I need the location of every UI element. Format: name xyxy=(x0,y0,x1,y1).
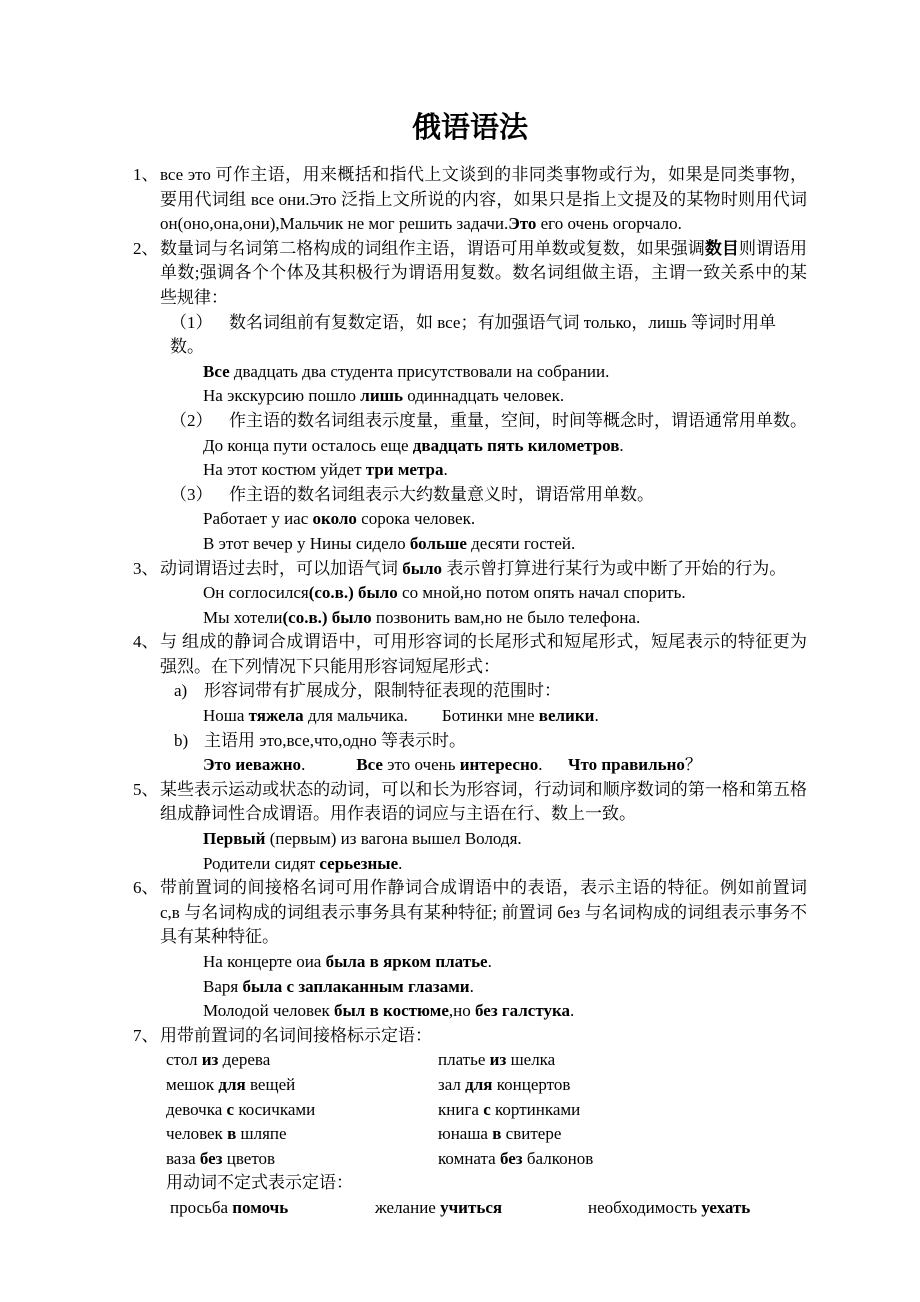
text-run: 形容词带有扩展成分，限制特征表现的范围时： xyxy=(204,681,561,701)
sub-item xyxy=(133,483,807,508)
sub-item xyxy=(133,679,807,704)
list-item-1 xyxy=(133,163,812,237)
example-sentence xyxy=(133,704,807,729)
text-run: шляпе xyxy=(236,1124,287,1144)
text-run: девочка xyxy=(166,1099,227,1119)
bold-text-run: без галстука xyxy=(475,1001,571,1021)
list-item-4 xyxy=(133,630,807,679)
page-title: 俄语语法 xyxy=(411,112,528,144)
text-run: 主语用 это,все,что,одно 等表示时。 xyxy=(204,730,466,750)
item-number: 7、 xyxy=(133,1025,159,1045)
column-cell xyxy=(438,1122,561,1147)
text-run: сорока человек. xyxy=(356,509,476,529)
text-run: мешок xyxy=(166,1074,219,1094)
text-run: . xyxy=(487,952,492,971)
item-number: 5、 xyxy=(133,779,159,799)
sub-text xyxy=(229,485,654,504)
item-text xyxy=(160,878,811,946)
text-run: цветов xyxy=(222,1148,276,1168)
two-column-row xyxy=(133,1122,807,1147)
text-run: желание xyxy=(375,1197,441,1217)
list-item-3 xyxy=(133,557,807,582)
text-run: . xyxy=(301,755,357,775)
bold-text-run: была в ярком платье xyxy=(325,952,488,971)
bold-text-run: был в костюме xyxy=(334,1001,449,1021)
sub-item xyxy=(133,409,807,434)
sub-marker: a) xyxy=(174,681,188,701)
bold-text-run: из xyxy=(489,1050,507,1070)
sub-item xyxy=(133,729,807,754)
bold-text-run: для xyxy=(218,1074,246,1094)
text-run: ,но xyxy=(448,1001,475,1021)
text-run: концертов xyxy=(492,1074,571,1094)
text-run: Молодой человек xyxy=(203,1001,335,1021)
text-run: юнаша xyxy=(438,1124,493,1144)
item-number: 1、 xyxy=(133,165,159,184)
column-cell xyxy=(438,1098,580,1123)
example-sentence xyxy=(133,384,807,409)
text-run: косичками xyxy=(234,1099,316,1119)
text-run: платье xyxy=(438,1050,490,1070)
bold-text-run: велики xyxy=(538,706,595,726)
text-run: это очень xyxy=(382,755,460,775)
item-text xyxy=(160,239,807,307)
sub-text xyxy=(229,411,807,430)
bold-text-run: учиться xyxy=(440,1197,503,1217)
text-run: . xyxy=(469,976,474,996)
text-run: вещей xyxy=(245,1074,296,1094)
two-column-row xyxy=(133,1147,807,1172)
item-text xyxy=(160,165,811,233)
text-run: 用带前置词的名词间接格标示定语： xyxy=(160,1025,432,1045)
text-run: 某些表示运动或状态的动词，可以和长为形容词，行动词和顺序数词的第一格和第五格组成静词性合成谓语。用作表语的词应与主语在行、数上一致。 xyxy=(160,779,807,824)
sub-marker: （2） xyxy=(170,410,213,430)
text-run: . xyxy=(570,1001,575,1021)
column-cell xyxy=(166,1098,438,1123)
text-run: 用动词不定式表示定语： xyxy=(166,1173,353,1193)
note-line xyxy=(133,1171,807,1196)
list-item-2 xyxy=(133,237,807,311)
two-column-row xyxy=(133,1048,807,1073)
bold-text-run: без xyxy=(499,1148,523,1168)
text-run: двадцать два студента присутствовали на собрании. xyxy=(229,361,610,381)
text-run: До конца пути осталось еще xyxy=(203,435,413,455)
example-sentence xyxy=(133,434,807,459)
example-sentence xyxy=(133,507,807,532)
list-item-5 xyxy=(133,778,807,827)
example-sentence xyxy=(133,581,807,606)
text-run: Ноша xyxy=(203,706,249,726)
bold-text-run: три метра xyxy=(365,460,444,480)
item-text xyxy=(160,632,807,676)
text-run: шелка xyxy=(506,1050,556,1070)
example-sentence xyxy=(133,753,807,778)
bold-text-run: для xyxy=(465,1074,493,1094)
text-run: одиннадцать человек. xyxy=(402,386,565,406)
bold-text-run: без xyxy=(199,1148,223,1168)
document-body xyxy=(133,110,812,1221)
sub-marker: b) xyxy=(174,730,189,750)
text-run: ？ xyxy=(684,755,702,775)
bold-text-run: двадцать пять километров xyxy=(412,435,620,455)
text-run: Мы хотели xyxy=(203,607,283,627)
bold-text-run: Это иеважно xyxy=(203,755,302,775)
bold-text-run: лишь xyxy=(360,386,403,406)
bold-text-run: с xyxy=(226,1099,235,1119)
text-run: книга xyxy=(438,1099,484,1119)
text-run: зал xyxy=(438,1074,466,1094)
column-cell xyxy=(166,1073,438,1098)
text-run: . xyxy=(538,755,569,775)
text-run: кортинками xyxy=(490,1099,581,1119)
bold-text-run: (со.в.) было xyxy=(282,607,372,627)
bold-text-run: была с заплаканным глазами xyxy=(242,976,470,996)
example-sentence xyxy=(133,360,807,385)
text-run: 则谓语用单数;强调各个个体及其积极行为谓语用复数。数名词组做主语，主谓一致关系中的某些规律： xyxy=(160,238,808,307)
bold-text-run: (со.в.) было xyxy=(308,583,398,603)
text-run: 表示曾打算进行某行为或中断了开始的行为。 xyxy=(442,558,787,578)
text-run: (первым) из вагона вышел Володя. xyxy=(265,829,522,849)
text-run: 与 组成的静词合成谓语中，可用形容词的长尾形式和短尾形式，短尾表示的特征更为强烈。在下列情况下只能用形容词短尾形式： xyxy=(160,632,807,676)
sub-marker: （3） xyxy=(170,484,213,504)
column-cell xyxy=(170,1196,375,1221)
text-run: стол xyxy=(166,1050,202,1070)
bold-text-run: Все xyxy=(203,361,230,381)
two-column-row xyxy=(133,1073,807,1098)
text-run: для мальчика. Ботинки мне xyxy=(303,706,539,726)
bold-text-run: 数目 xyxy=(704,238,739,258)
bold-text-run: из xyxy=(201,1050,219,1070)
text-run: 作主语的数名词组表示大约数量意义时，谓语常用单数。 xyxy=(229,484,654,504)
bold-text-run: уехать xyxy=(701,1197,751,1217)
text-run: дерева xyxy=(218,1050,271,1070)
bold-text-run: в xyxy=(492,1124,502,1144)
text-run: комната xyxy=(438,1148,500,1168)
example-sentence xyxy=(133,852,807,877)
three-column-row xyxy=(133,1196,807,1221)
column-cell xyxy=(588,1196,750,1221)
item-number: 3、 xyxy=(133,558,159,578)
item-text xyxy=(160,1026,432,1045)
bold-text-run: помочь xyxy=(232,1197,289,1217)
text-run: . xyxy=(398,853,403,873)
text-run: 作主语的数名词组表示度量，重量，空间，时间等概念时，谓语通常用单数。 xyxy=(229,410,807,430)
text-run: . xyxy=(619,435,624,455)
example-sentence xyxy=(133,606,807,631)
sub-marker: （1） xyxy=(170,312,213,332)
item-number: 6、 xyxy=(133,878,159,898)
example-sentence xyxy=(133,827,807,852)
text-run: со мной,но потом опять начал спорить. xyxy=(397,583,686,603)
text-run: 动词谓语过去时，可以加语气词 xyxy=(160,558,403,578)
text-run: Работает у иас xyxy=(203,509,313,529)
bold-text-run: в xyxy=(227,1124,237,1144)
example-sentence xyxy=(133,532,807,557)
text-run: На концерте оиа xyxy=(203,952,326,971)
bold-text-run: больше xyxy=(409,533,467,553)
list-item-7 xyxy=(133,1024,807,1049)
example-sentence xyxy=(133,950,807,975)
sub-text xyxy=(204,731,466,750)
text-run: все это 可作主语，用来概括和指代上文谈到的非同类事物或行为，如果是同类事物，要用代词组 все они.Это 泛指上文所说的内容，如果只是指上文提及的某物时则用代词 он(оно,она,они),Мальчик не мог решить задачи. xyxy=(160,165,812,234)
item-text xyxy=(160,559,786,578)
sub-text xyxy=(204,681,561,700)
bold-text-run: около xyxy=(312,509,357,529)
text-run: свитере xyxy=(501,1124,562,1144)
column-cell xyxy=(438,1073,570,1098)
column-cell xyxy=(438,1147,593,1172)
text-run: 数量词与名词第二格构成的词组作主语，谓语可用单数或复数，如果强调 xyxy=(160,238,705,258)
text-run: . xyxy=(594,706,599,726)
item-text xyxy=(160,780,807,824)
text-run: ваза xyxy=(166,1148,200,1168)
bold-text-run: интересно xyxy=(459,755,539,775)
sub-item xyxy=(133,311,807,360)
bold-text-run: Что правильно xyxy=(568,755,685,775)
text-run: На этот костюм уйдет xyxy=(203,460,366,480)
bold-text-run: было xyxy=(402,558,443,578)
example-sentence xyxy=(133,975,807,1000)
two-column-row xyxy=(133,1098,807,1123)
text-run: 带前置词的间接格名词可用作静词合成谓语中的表语，表示主语的特征。例如前置词 с,в 与名词构成的词组表示事务具有某种特征; 前置词 без 与名词构成的词组表示事务不具有某种特征。 xyxy=(160,878,812,947)
column-cell xyxy=(375,1196,588,1221)
text-run: десяти гостей. xyxy=(466,533,576,553)
text-run: просьба xyxy=(170,1197,233,1217)
text-run: необходимость xyxy=(588,1197,702,1217)
sub-text xyxy=(170,313,776,357)
column-cell xyxy=(166,1147,438,1172)
list-item-6 xyxy=(133,876,812,950)
column-cell xyxy=(166,1048,438,1073)
item-number: 2、 xyxy=(133,238,159,258)
item-number: 4、 xyxy=(133,632,159,652)
bold-text-run: Это xyxy=(508,214,537,234)
text-run: Он соглосился xyxy=(203,583,309,603)
text-run: его очень огорчало. xyxy=(536,214,682,234)
column-cell xyxy=(438,1048,555,1073)
text-run: человек xyxy=(166,1124,228,1144)
bold-text-run: с xyxy=(483,1099,491,1119)
text-run: В этот вечер у Нины сидело xyxy=(203,533,410,553)
column-cell xyxy=(166,1122,438,1147)
text-run: балконов xyxy=(522,1148,594,1168)
text-run: На экскурсию пошло xyxy=(203,386,361,406)
text-run: позвонить вам,но не было телефона. xyxy=(371,607,641,627)
text-run: Варя xyxy=(203,976,243,996)
example-sentence xyxy=(133,999,807,1024)
bold-text-run: серьезные xyxy=(319,853,399,873)
bold-text-run: Все xyxy=(356,755,383,775)
bold-text-run: Первый xyxy=(203,829,266,849)
document-lines xyxy=(133,163,812,1221)
text-run: . xyxy=(443,460,448,480)
text-run: 数名词组前有复数定语，如 все；有加强语气词 только，лишь 等词时用单数。 xyxy=(170,312,777,357)
example-sentence xyxy=(133,458,807,483)
text-run: Родители сидят xyxy=(203,853,320,873)
bold-text-run: тяжела xyxy=(248,706,304,726)
